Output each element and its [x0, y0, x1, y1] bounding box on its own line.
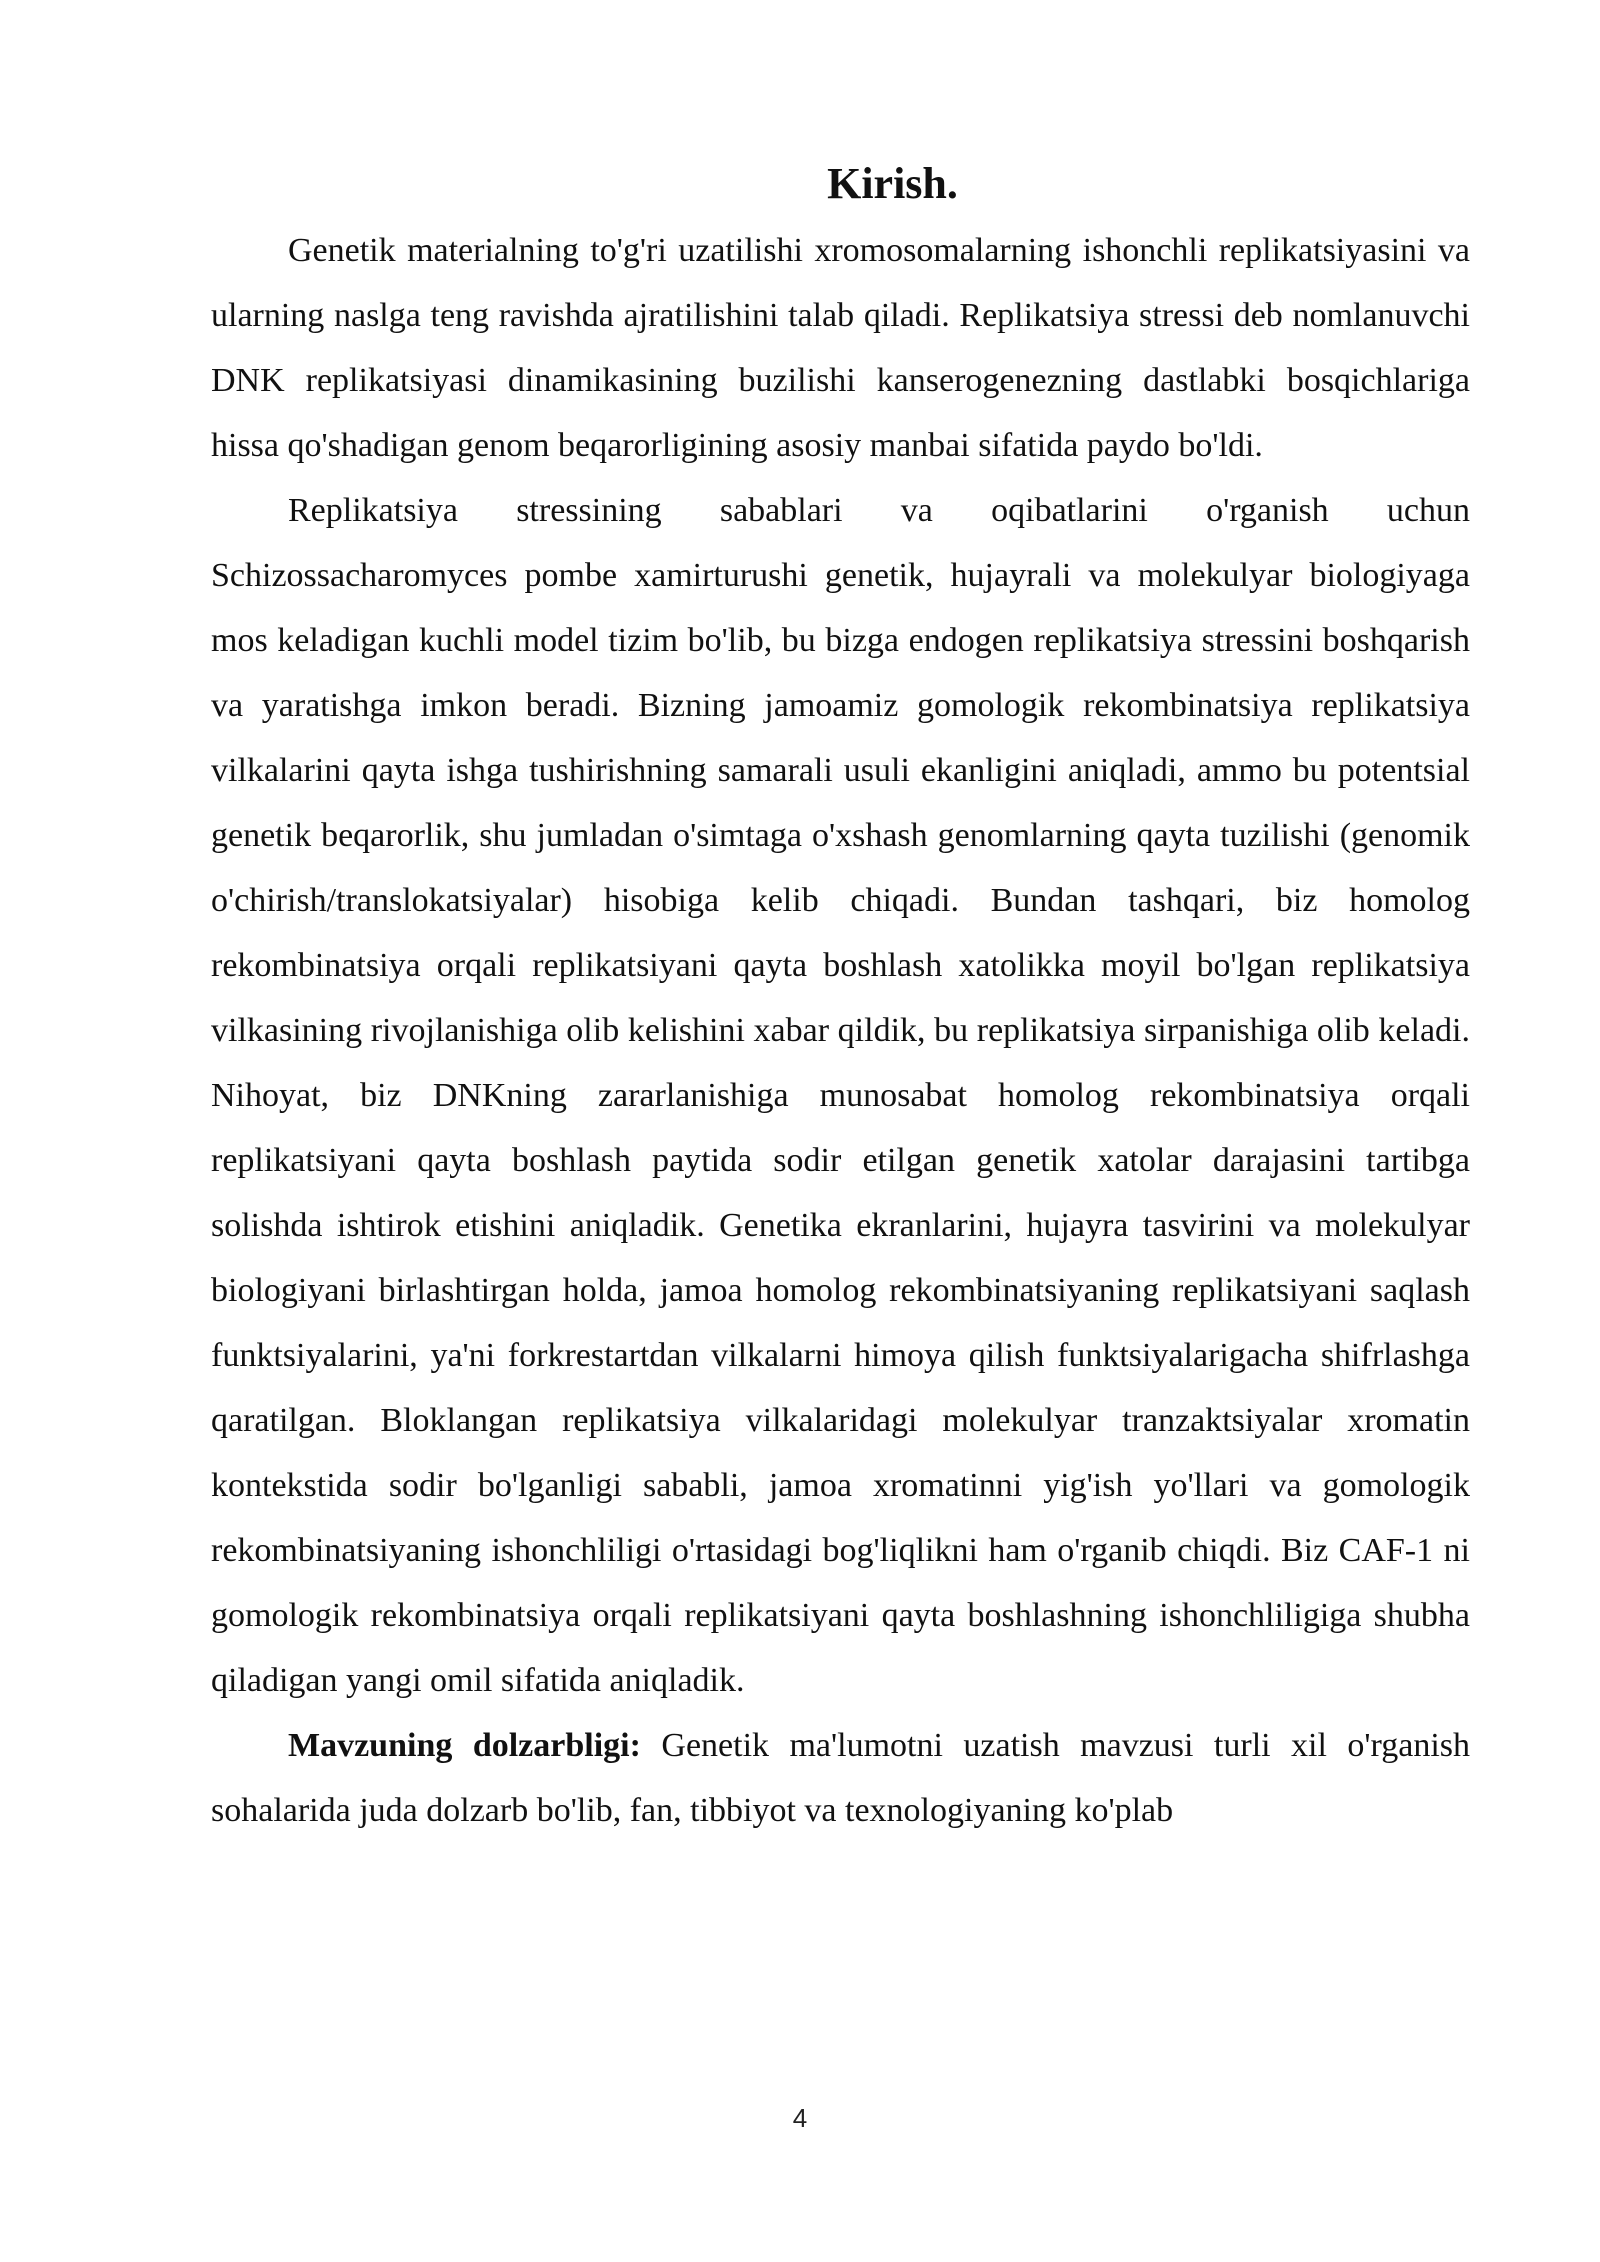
- paragraph-relevance: [211, 1713, 1470, 1843]
- paragraph-text: Replikatsiya stressining sabablari va oqibatlarini o'rganish uchun Schizossacharomyces pombe xamirturushi genetik, hujayrali va molekulyar biologiyaga mos keladigan kuchli model tizim bo'lib, bu bizga endogen replikatsiya stressini boshqarish va yaratishga imkon beradi. Bizning jamoamiz gomologik rekombinatsiya replikatsiya vilkalarini qayta ishga tushirishning samarali usuli ekanligini aniqladi, ammo bu potentsial genetik beqarorlik, shu jumladan o'simtaga o'xshash genomlarning qayta tuzilishi (genomik o'chirish/translokatsiyalar) hisobiga kelib chiqadi. Bundan tashqari, biz homolog rekombinatsiya orqali replikatsiyani qayta boshlash xatolikka moyil bo'lgan replikatsiya vilkasining rivojlanishiga olib kelishini xabar qildik, bu replikatsiya sirpanishiga olib keladi. Nihoyat, biz DNKning zararlanishiga munosabat homolog rekombinatsiya orqali replikatsiyani qayta boshlash paytida sodir etilgan genetik xatolar darajasini tartibga solishda ishtirok etishini aniqladik. Genetika ekranlarini, hujayra tasvirini va molekulyar biologiyani birlashtirgan holda, jamoa homolog rekombinatsiyaning replikatsiyani saqlash funktsiyalarini, ya'ni forkrestartdan vilkalarni himoya qilish funktsiyalarigacha shifrlashga qaratilgan. Bloklangan replikatsiya vilkalaridagi molekulyar tranzaktsiyalar xromatin kontekstida sodir bo'lganligi sababli, jamoa xromatinni yig'ish yo'llari va gomologik rekombinatsiyaning ishonchliligi o'rtasidagi bog'liqlikni ham o'rganib chiqdi. Biz CAF-1 ni gomologik rekombinatsiya orqali replikatsiyani qayta boshlashning ishonchliligiga shubha qiladigan yangi omil sifatida aniqladik.: [211, 492, 1470, 1699]
- paragraph-introduction: [211, 218, 1470, 478]
- section-title: Kirish.: [827, 159, 958, 208]
- paragraph-lead-relevance: Mavzuning dolzarbligi:: [288, 1727, 641, 1764]
- paragraph-text: Genetik ma'lumotni uzatish mavzusi turli xil o'rganish sohalarida juda dolzarb bo'lib, fan, tibbiyot va texnologiyaning ko'plab: [211, 1727, 1471, 1829]
- paragraph-replication-stress: [211, 478, 1470, 1713]
- page-number: 4: [792, 2103, 808, 2133]
- page-content: [211, 150, 1470, 1843]
- paragraph-text: Genetik materialning to'g'ri uzatilishi xromosomalarning ishonchli replikatsiyasini va ularning naslga teng ravishda ajratilishini talab qiladi. Replikatsiya stressi deb nomlanuvchi DNK replikatsiyasi dinamikasining buzilishi kanserogenezning dastlabki bosqichlariga hissa qo'shadigan genom beqarorligining asosiy manbai sifatida paydo bo'ldi.: [211, 232, 1470, 464]
